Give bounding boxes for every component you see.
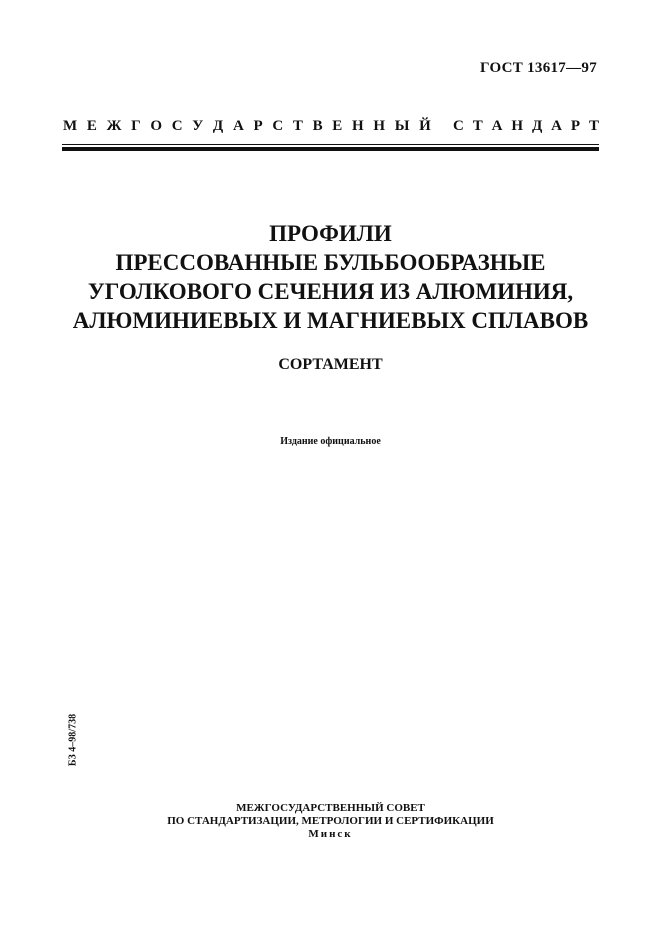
title-line: ПРОФИЛИ <box>269 221 392 246</box>
standard-type-word-1: М Е Ж Г О С У Д А Р С Т В Е Н Н Ы Й <box>63 118 431 134</box>
title-line: ПРЕССОВАННЫЕ БУЛЬБООБРАЗНЫЕ <box>115 250 546 275</box>
publisher-city: Минск <box>308 828 353 840</box>
publisher-line: ПО СТАНДАРТИЗАЦИИ, МЕТРОЛОГИИ И СЕРТИФИКАЦИИ <box>167 815 494 827</box>
document-subtitle: СОРТАМЕНТ <box>278 356 383 373</box>
standard-type <box>63 117 599 135</box>
header-rule-thin <box>62 144 599 145</box>
publisher-line: МЕЖГОСУДАРСТВЕННЫЙ СОВЕТ <box>236 802 425 814</box>
title-line: АЛЮМИНИЕВЫХ И МАГНИЕВЫХ СПЛАВОВ <box>72 308 589 333</box>
side-code: БЗ 4–98/738 <box>67 713 79 767</box>
header-rule-thick <box>62 147 599 151</box>
standard-type-word-2: С Т А Н Д А Р Т <box>453 118 599 134</box>
gost-number: ГОСТ 13617—97 <box>479 60 597 76</box>
publisher <box>0 802 661 841</box>
edition-note: Издание официальное <box>280 436 381 447</box>
document-title <box>0 219 661 335</box>
title-line: УГОЛКОВОГО СЕЧЕНИЯ ИЗ АЛЮМИНИЯ, <box>87 279 574 304</box>
